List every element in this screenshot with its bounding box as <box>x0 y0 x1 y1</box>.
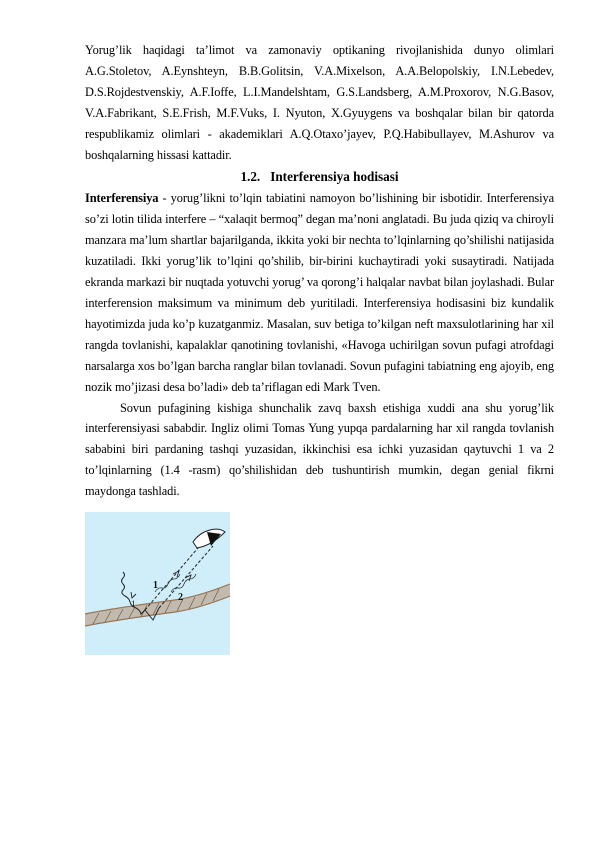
term-interferensiya: Interferensiya <box>85 191 159 206</box>
document-page <box>85 40 554 655</box>
young-paragraph: Sovun pufagining kishiga shunchalik zavq baxsh etishiga xuddi ana shu yorug’lik interferensiyasi sababdir. Ingliz olimi Tomas Yung yupqa pardalarning har xil rangda tovlanish sababini biri pardaning tashqi yuzasidan, ikkinchisi esa ichki yuzasidan qaytuvchi 1 va 2 to’lqinlarning (1.4 -rasm) qo’shilishidan deb tushuntirish mumkin, degan genial fikrni maydonga tashladi. <box>85 400 554 499</box>
arrow-incident <box>131 592 136 598</box>
ray-label-2: 2 <box>178 592 183 604</box>
interference-paragraph <box>85 188 554 397</box>
section-number: 1.2. <box>240 169 261 185</box>
section-title: Interferensiya hodisasi <box>270 169 399 185</box>
ray-2-wave <box>171 574 196 592</box>
section-heading <box>85 167 554 187</box>
thin-film-interference-figure <box>85 512 230 655</box>
arrow-ray-2 <box>185 575 191 581</box>
interference-paragraph-text: - yorug’likni to’lqin tabiatini namoyon bo’lishining bir isbotidir. Interferensiya so’zi lotin tilida interfere – “xalaqit bermoq” degan ma’noni anglatadi. Bu juda qiziq va chiroyli manzara ma’lum shartlar bajarilganda, ikkita yoki bir nechta to’lqinlarning qo’shilishi natijasida kuzatiladi. Ikki yorug’lik to’lqini qo’shilib, bir-birini kuchaytiradi yoki susaytiradi. Natijada ekranda markazi bir nuqtada yotuvchi yorug’ va qorong’i halqalar navbat bilan joylashadi. Bular interferension maksimum va minimum deb yuritiladi. Interferensiya hodisasini biz kundalik hayotimizda juda ko’p kuzatganmiz. Masalan, suv betiga to’kilgan neft maxsulotlarining har xil rangda tovlanishi, kapalaklar qanotining tovlanishi, «Havoga uchirilgan sovun pufagi atrofdagi narsalarga xos bo’lgan barcha ranglar bilan tovlanadi. Sovun pufagini tabiatning eng ajoyib, eng nozik mo’jizasi desa bo’ladi» deb ta’riflagan edi Mark Tven. <box>85 191 554 394</box>
thin-film-diagram <box>85 512 230 655</box>
incident-ray-label: 1 <box>131 599 136 610</box>
intro-paragraph: Yorug’lik haqidagi ta’limot va zamonaviy optikaning rivojlanishida dunyo olimlari A.G.Stoletov, A.Eynshteyn, B.B.Golitsin, V.A.Mixelson, A.A.Belopolskiy, I.N.Lebedev, D.S.Rojdestvenskiy, A.F.Ioffe, L.I.Mandelshtam, G.S.Landsberg, A.M.Proxorov, N.G.Basov, V.A.Fabrikant, S.E.Frish, M.F.Vuks, I. Nyuton, X.Gyuygens va boshqalar bilan bir qatorda respublikamiz olimlari - akademiklari A.Q.Otaxo’jayev, P.Q.Habibullayev, M.Ashurov va boshqalarning hissasi kattadir. <box>85 43 554 162</box>
ray-label-1: 1 <box>153 580 158 592</box>
